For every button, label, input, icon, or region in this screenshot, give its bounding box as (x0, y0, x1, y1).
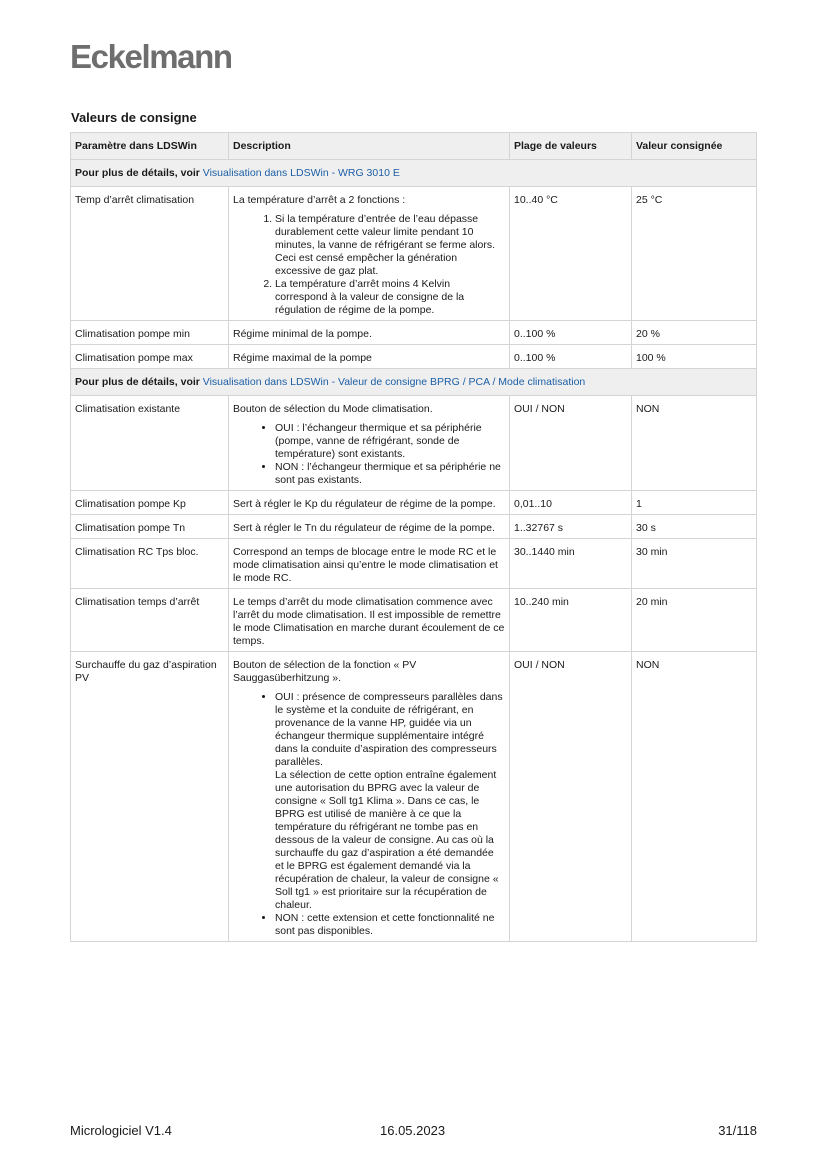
range-cell: 10..40 °C (510, 187, 632, 321)
value-cell: 25 °C (632, 187, 757, 321)
range-cell: 0,01..10 (510, 491, 632, 515)
table-row (71, 652, 757, 942)
list-item: 1. Si la température d’entrée de l’eau dépasse durablement cette valeur limite pendant 10 minutes, la vanne de réfrigérant se ferme alors. Ceci est censé empêcher la génération excessive de gaz plat. (275, 213, 505, 278)
description-cell: Régime minimal de la pompe. (229, 321, 510, 345)
param-cell: Climatisation pompe Tn (71, 515, 229, 539)
table-row (71, 539, 757, 589)
description-cell: Le temps d’arrêt du mode climatisation commence avec l’arrêt du mode climatisation. Il est impossible de remettre le mode Climatisation en marche durant écoulement de ce temps. (229, 589, 510, 652)
table-header-row (71, 133, 757, 160)
parameter-table (70, 132, 757, 942)
description-text: Bouton de sélection de la fonction « PV Sauggasüberhitzung ». (233, 659, 417, 684)
numbered-list (233, 213, 505, 317)
list-item (275, 691, 505, 912)
footer-date: 16.05.2023 (380, 1123, 446, 1138)
param-cell: Climatisation temps d’arrêt (71, 589, 229, 652)
param-cell: Surchauffe du gaz d’aspiration PV (71, 652, 229, 942)
footer-firmware-version: Micrologiciel V1.4 (70, 1123, 172, 1138)
value-cell: NON (632, 652, 757, 942)
table-row (71, 345, 757, 369)
value-cell: 30 min (632, 539, 757, 589)
brand-logo: Eckelmann (70, 38, 232, 75)
table-row (71, 187, 757, 321)
table-row (71, 589, 757, 652)
param-cell: Climatisation pompe max (71, 345, 229, 369)
list-item-text: OUI : présence de compresseurs parallèles dans le système et la conduite de réfrigérant, en provenance de la vanne HP, guidée via un échangeur thermique supplémentaire intégré dans la conduite d’aspiration des compresseurs parallèles. (275, 691, 503, 768)
section-row (71, 369, 757, 396)
list-item: • NON : l’échangeur thermique et sa périphérie ne sont pas existants. (275, 461, 505, 487)
list-item: • NON : cette extension et cette fonctionnalité ne sont pas disponibles. (275, 912, 505, 938)
bullet-list (233, 422, 505, 487)
range-cell: 1..32767 s (510, 515, 632, 539)
range-cell: 0..100 % (510, 345, 632, 369)
table-row (71, 396, 757, 491)
section-cell (71, 369, 757, 396)
value-cell: NON (632, 396, 757, 491)
value-cell: 30 s (632, 515, 757, 539)
section-lead: Pour plus de détails, voir (75, 376, 203, 388)
range-cell: 0..100 % (510, 321, 632, 345)
value-cell: 20 % (632, 321, 757, 345)
table-row (71, 321, 757, 345)
column-header-range: Plage de valeurs (510, 133, 632, 160)
value-cell: 100 % (632, 345, 757, 369)
param-cell: Temp d’arrêt climatisation (71, 187, 229, 321)
section-link[interactable]: Visualisation dans LDSWin - WRG 3010 E (202, 167, 400, 179)
list-item: 2. La température d’arrêt moins 4 Kelvin correspond à la valeur de consigne de la régulation de régime de la pompe. (275, 278, 505, 317)
section-lead: Pour plus de détails, voir (75, 167, 203, 179)
range-cell: OUI / NON (510, 396, 632, 491)
table-row (71, 515, 757, 539)
column-header-parameter: Paramètre dans LDSWin (71, 133, 229, 160)
section-title: Valeurs de consigne (71, 110, 197, 125)
param-cell: Climatisation pompe min (71, 321, 229, 345)
range-cell: OUI / NON (510, 652, 632, 942)
description-cell: Régime maximal de la pompe (229, 345, 510, 369)
description-cell (229, 187, 510, 321)
footer-page-number: 31/118 (718, 1123, 757, 1138)
column-header-value: Valeur consignée (632, 133, 757, 160)
description-cell (229, 396, 510, 491)
description-cell: Sert à régler le Kp du régulateur de régime de la pompe. (229, 491, 510, 515)
description-cell (229, 652, 510, 942)
column-header-description: Description (229, 133, 510, 160)
description-cell: Sert à régler le Tn du régulateur de régime de la pompe. (229, 515, 510, 539)
table-row (71, 491, 757, 515)
param-cell: Climatisation RC Tps bloc. (71, 539, 229, 589)
section-cell (71, 160, 757, 187)
param-cell: Climatisation existante (71, 396, 229, 491)
section-row (71, 160, 757, 187)
value-cell: 20 min (632, 589, 757, 652)
param-cell: Climatisation pompe Kp (71, 491, 229, 515)
description-text: Bouton de sélection du Mode climatisation. (233, 403, 433, 415)
bullet-list (233, 691, 505, 938)
description-text: La température d’arrêt a 2 fonctions : (233, 194, 406, 206)
list-item-note: La sélection de cette option entraîne également une autorisation du BPRG avec la valeur de consigne « Soll tg1 Klima ». Dans ce cas, le BPRG est utilisé de manière à ce que la température du réfrigérant ne tombe pas en dessous de la valeur de consigne. Au cas où la surchauffe du gaz d’aspiration a été demandée et le BPRG est également demandé via la récupération de chaleur, la valeur de consigne « Soll tg1 » est prioritaire sur la récupération de chaleur. (275, 769, 499, 911)
value-cell: 1 (632, 491, 757, 515)
list-item: • OUI : l’échangeur thermique et sa périphérie (pompe, vanne de réfrigérant, sonde de température) sont existants. (275, 422, 505, 461)
section-link[interactable]: Visualisation dans LDSWin - Valeur de consigne BPRG / PCA / Mode climatisation (202, 376, 586, 388)
range-cell: 30..1440 min (510, 539, 632, 589)
description-cell: Correspond an temps de blocage entre le mode RC et le mode climatisation ainsi qu’entre le mode climatisation et le mode RC. (229, 539, 510, 589)
range-cell: 10..240 min (510, 589, 632, 652)
